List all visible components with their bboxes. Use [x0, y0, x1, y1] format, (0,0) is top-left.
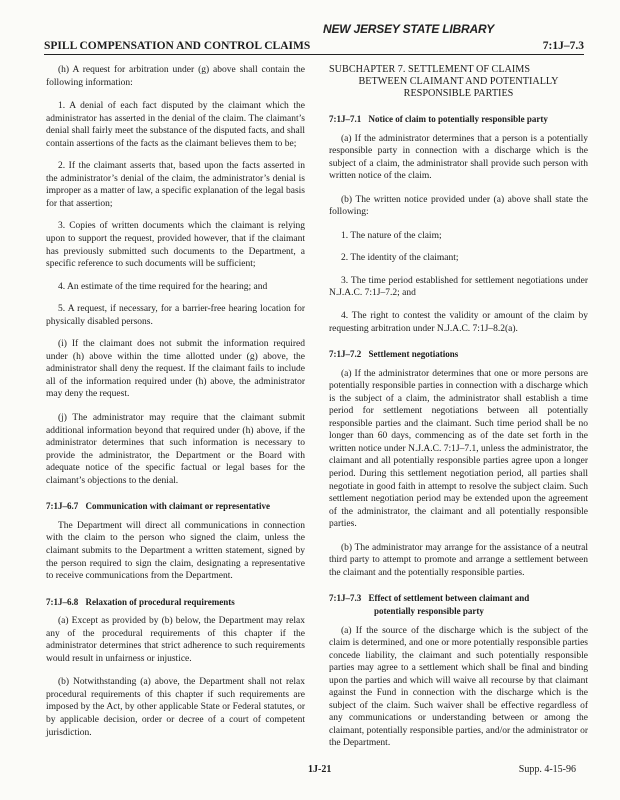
section-7-1-b: (b) The written notice provided under (a) above shall state the following: [329, 194, 588, 218]
section-title: Communication with claimant or representative [85, 501, 270, 512]
subchapter-line: SUBCHAPTER 7. SETTLEMENT OF CLAIMS [329, 64, 531, 75]
list-item: 3. Copies of written documents which the claimant is relying upon to support the request, provided however, that if the claimant has previously submitted such documents to the Department, a specific reference to such documents will be sufficient; [46, 221, 305, 270]
section-7-3-a: (a) If the source of the discharge which is the subject of the claim is determined, and one or more potentially responsible parties concede liability, the claimant and such potentially responsible parties may agree to a settlement which shall be final and binding upon the parties and which will waive all recourse by that claimant against the Fund in connection with the discharge which is the subject of the claim. Such waiver shall be effective regardless of any communications or understanding between or among the claimant, potentially responsible parties, and/or the administrator or the Department. [329, 625, 588, 749]
list-item: 3. The time period established for settlement negotiations under N.J.A.C. 7:1J–7.2; and [329, 275, 588, 299]
subchapter-line: RESPONSIBLE PARTIES [403, 88, 514, 99]
subchapter-line: BETWEEN CLAIMANT AND POTENTIALLY [358, 76, 559, 87]
section-number: 7:1J–6.7 [46, 501, 79, 512]
running-header [44, 40, 584, 55]
library-stamp: NEW JERSEY STATE LIBRARY [323, 22, 495, 36]
section-title: Notice of claim to potentially responsible party [368, 114, 548, 124]
section-6-7-text: The Department will direct all communications in connection with the claim to the person who signed the claim, unless the claimant submits to the Department a written statement, signed by the person required to sign the claim, designating a representative to receive communications from the Department. [46, 520, 305, 582]
section-number: 7:1J–6.8 [46, 596, 79, 607]
subchapter-heading [329, 64, 588, 100]
list-item: 2. If the claimant asserts that, based upon the facts asserted in the administrator’s denial of the claim, the administrator’s denial is improper as a matter of law, a specific explanation of the legal basis for that assertion; [46, 161, 305, 209]
section-heading-7-2 [329, 348, 588, 361]
section-title-continued: potentially responsible party [374, 605, 484, 616]
list-item: 4. An estimate of the time required for the hearing; and [58, 281, 268, 292]
section-number: 7:1J–7.2 [329, 349, 362, 360]
header-title: SPILL COMPENSATION AND CONTROL CLAIMS [44, 40, 311, 52]
paragraph-h: (h) A request for arbitration under (g) above shall contain the following information: [46, 65, 305, 88]
section-heading-6-7 [46, 500, 305, 513]
list-item: 5. A request, if necessary, for a barrier-free hearing location for physically disabled persons. [46, 304, 305, 327]
section-number: 7:1J–7.1 [329, 114, 362, 124]
section-6-8-a: (a) Except as provided by (b) below, the Department may relax any of the procedural requirements of this chapter if the administrator determines that strict adherence to such requirements would result in unfairness or injustice. [46, 616, 305, 664]
section-title: Settlement negotiations [368, 349, 459, 360]
list-item: 1. The nature of the claim; [341, 230, 442, 241]
section-title: Effect of settlement between claimant and [368, 593, 530, 604]
section-7-2-a: (a) If the administrator determines that one or more persons are potentially responsible parties in connection with a discharge which is the subject of a claim, the administrator shall establish a time period for settlement negotiations between all potentially responsible parties and the claimant. Such time period shall be no longer than 60 days, commencing as of the date set forth in the written notice under N.J.A.C. 7:1J–7.1, unless the administrator, the claimant and all potentially responsible parties agree upon a longer period. During this settlement negotiation period, all parties shall negotiate in good faith in attempt to resolve the subject claim. Such settlement negotiation period may be extended upon the agreement of the administrator, the claimant and all potentially responsible parties. [329, 368, 588, 530]
paragraph-j: (j) The administrator may require that the claimant submit additional information beyond that required under (h) above, if the administrator determines that such information is necessary to provide the administrator, the Department or the Board with adequate notice of the specific factual or legal bases for the claimant’s objections to the denial. [46, 413, 305, 486]
header-code: 7:1J–7.3 [542, 40, 584, 52]
section-heading-7-3 [329, 592, 588, 617]
section-7-1-a: (a) If the administrator determines that a person is a potentially responsible party in connection with a discharge which is the subject of a claim, the administrator shall provide such person with written notice of the claim. [329, 133, 588, 182]
left-column [46, 64, 305, 750]
right-column [329, 64, 588, 761]
list-item: 1. A denial of each fact disputed by the claimant which the administrator has asserted in the denial of the claim. The claimant’s denial shall fairly meet the substance of the disputed facts, and shall contain assertions of the facts as the claimant believes them to be; [46, 101, 305, 149]
list-item: 2. The identity of the claimant; [341, 253, 459, 264]
section-7-2-b: (b) The administrator may arrange for the assistance of a neutral third party to attempt to promote and arrange a settlement between the claimant and the potentially responsible parties. [329, 542, 588, 578]
section-title: Relaxation of procedural requirements [85, 596, 235, 607]
section-heading-6-8 [46, 596, 305, 609]
supplement-date: Supp. 4-15-96 [518, 764, 576, 775]
section-6-8-b: (b) Notwithstanding (a) above, the Department shall not relax procedural requirements of this chapter if such requirements are imposed by the Act, by other applicable State or Federal statutes, or by applicable decision, order or decree of a court of competent jurisdiction. [46, 677, 305, 738]
section-number: 7:1J–7.3 [329, 593, 362, 604]
paragraph-i: (i) If the claimant does not submit the information required under (h) above within the time allotted under (g) above, the administrator shall deny the request. If the claimant fails to include all of the information required under (h) above, the administrator may deny the request. [46, 339, 305, 400]
page-number: 1J-21 [308, 764, 332, 775]
section-heading-7-1 [329, 113, 588, 126]
list-item: 4. The right to contest the validity or amount of the claim by requesting arbitration under N.J.A.C. 7:1J–8.2(a). [329, 311, 588, 334]
